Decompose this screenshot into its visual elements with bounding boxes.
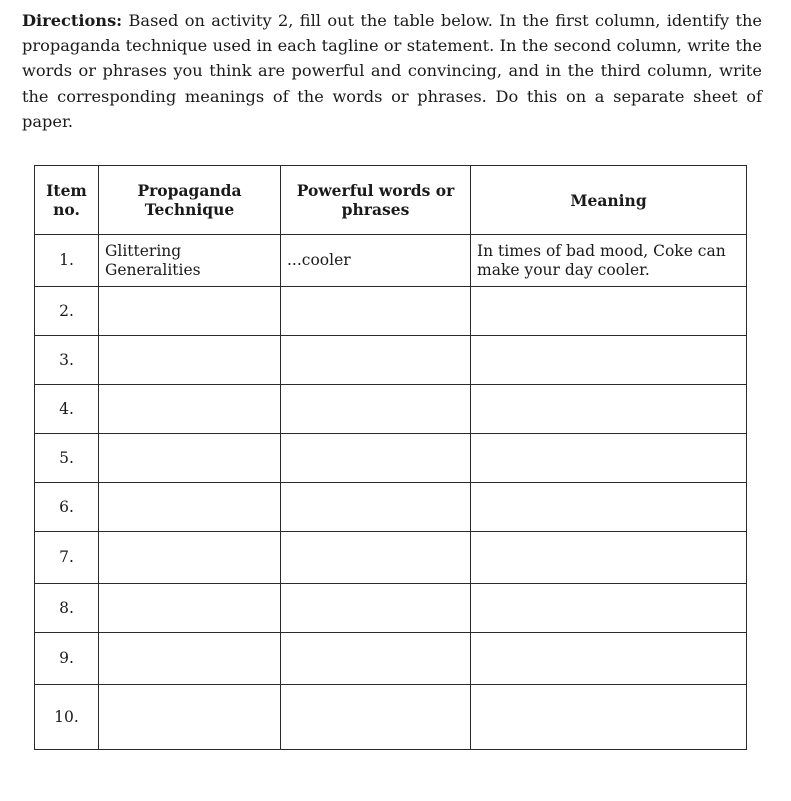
technique-cell <box>99 385 281 434</box>
technique-cell <box>99 434 281 483</box>
meaning-cell <box>471 483 747 532</box>
technique-cell <box>99 685 281 750</box>
meaning-cell <box>471 434 747 483</box>
table-row <box>35 336 747 385</box>
directions-paragraph <box>22 8 762 134</box>
words-cell <box>281 633 471 685</box>
item-number-cell: 4. <box>35 385 99 434</box>
item-number-cell: 9. <box>35 633 99 685</box>
words-cell <box>281 685 471 750</box>
directions-label: Directions: <box>22 11 123 30</box>
technique-cell <box>99 287 281 336</box>
item-number-cell: 7. <box>35 532 99 584</box>
words-cell <box>281 584 471 633</box>
item-number-cell: 3. <box>35 336 99 385</box>
words-cell: ...cooler <box>281 235 471 287</box>
words-cell <box>281 287 471 336</box>
meaning-cell: In times of bad mood, Coke can make your day cooler. <box>471 235 747 287</box>
table-row <box>35 235 747 287</box>
propaganda-table <box>34 165 747 750</box>
meaning-cell <box>471 336 747 385</box>
item-number-cell: 2. <box>35 287 99 336</box>
words-cell <box>281 336 471 385</box>
table-row <box>35 287 747 336</box>
words-cell <box>281 483 471 532</box>
directions-text: Based on activity 2, fill out the table below. In the first column, identify the propaganda technique used in each tagline or statement. In the second column, write the words or phrases you think are powerful and convincing, and in the third column, write the corresponding meanings of the words or phrases. Do this on a separate sheet of paper. <box>22 11 762 131</box>
meaning-cell <box>471 385 747 434</box>
table-row <box>35 434 747 483</box>
meaning-cell <box>471 685 747 750</box>
technique-cell: Glittering Generalities <box>99 235 281 287</box>
item-number-cell: 10. <box>35 685 99 750</box>
meaning-cell <box>471 287 747 336</box>
meaning-cell <box>471 532 747 584</box>
table-row <box>35 385 747 434</box>
table-row <box>35 584 747 633</box>
technique-cell <box>99 532 281 584</box>
table-row <box>35 532 747 584</box>
technique-cell <box>99 483 281 532</box>
table-row <box>35 685 747 750</box>
technique-cell <box>99 336 281 385</box>
meaning-cell <box>471 584 747 633</box>
item-number-cell: 1. <box>35 235 99 287</box>
header-meaning: Meaning <box>471 166 747 235</box>
table-row <box>35 633 747 685</box>
header-propaganda-technique: Propaganda Technique <box>99 166 281 235</box>
technique-cell <box>99 584 281 633</box>
words-cell <box>281 385 471 434</box>
meaning-cell <box>471 633 747 685</box>
technique-cell <box>99 633 281 685</box>
table-header-row <box>35 166 747 235</box>
item-number-cell: 8. <box>35 584 99 633</box>
item-number-cell: 6. <box>35 483 99 532</box>
words-cell <box>281 532 471 584</box>
table-row <box>35 483 747 532</box>
words-cell <box>281 434 471 483</box>
header-item-no: Item no. <box>35 166 99 235</box>
item-number-cell: 5. <box>35 434 99 483</box>
header-powerful-words: Powerful words or phrases <box>281 166 471 235</box>
